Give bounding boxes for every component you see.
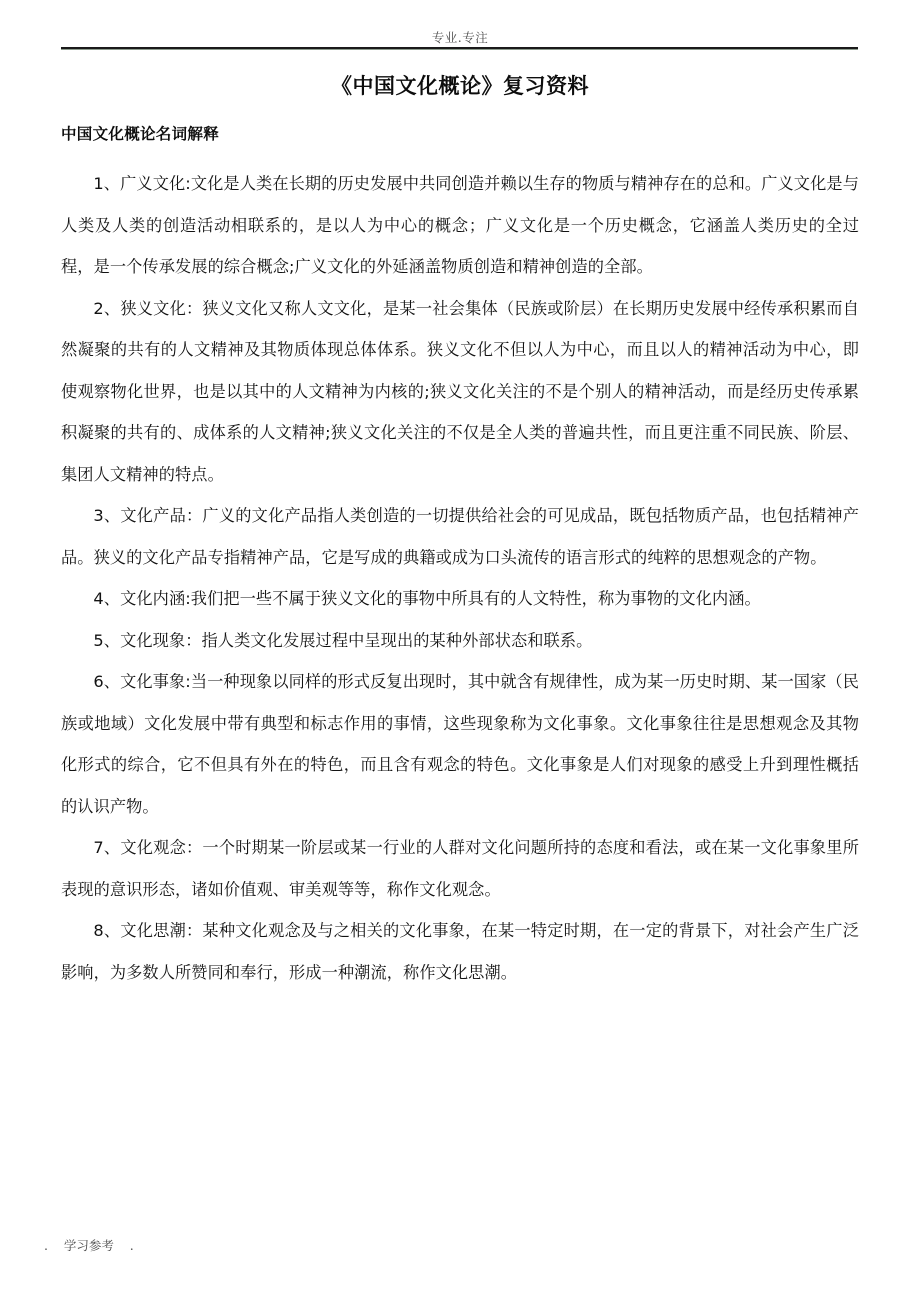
- definition-paragraph: 6、文化事象:当一种现象以同样的形式反复出现时，其中就含有规律性，成为某一历史时期、某一国家（民族或地域）文化发展中带有典型和标志作用的事情，这些现象称为文化事象。文化事象往往是思想观念及其物化形式的综合，它不但具有外在的特色，而且含有观念的特色。文化事象是人们对现象的感受上升到理性概括的认识产物。: [61, 672, 859, 816]
- header-divider-rule: [61, 47, 858, 50]
- definition-paragraph: 8、文化思潮：某种文化观念及与之相关的文化事象，在某一特定时期，在一定的背景下，对社会产生广泛影响，为多数人所赞同和奉行，形成一种潮流，称作文化思潮。: [61, 921, 859, 982]
- definition-paragraph: 7、文化观念：一个时期某一阶层或某一行业的人群对文化问题所持的态度和看法，或在某一文化事象里所表现的意识形态，诸如价值观、审美观等等，称作文化观念。: [61, 838, 859, 899]
- page-header: [0, 30, 920, 56]
- page-footer-text: . 学习参考 .: [44, 1238, 134, 1253]
- definition-paragraph: 5、文化现象：指人类文化发展过程中呈现出的某种外部状态和联系。: [93, 630, 593, 650]
- definition-paragraph: 3、文化产品：广义的文化产品指人类创造的一切提供给社会的可见成品，既包括物质产品，也包括精神产品。狭义的文化产品专指精神产品，它是写成的典籍或成为口头流传的语言形式的纯粹的思想观念的产物。: [61, 506, 859, 567]
- document-body: [61, 163, 859, 993]
- definition-paragraph: 4、文化内涵:我们把一些不属于狭义文化的事物中所具有的人文特性，称为事物的文化内涵。: [93, 589, 761, 608]
- page-title: 《中国文化概论》复习资料: [331, 74, 589, 98]
- section-heading: 中国文化概论名词解释: [61, 125, 220, 143]
- header-watermark-text: 专业.专注: [431, 30, 489, 45]
- definition-paragraph: 2、狭义文化：狭义文化又称人文文化，是某一社会集体（民族或阶层）在长期历史发展中经传承积累而自然凝聚的共有的人文精神及其物质体现总体体系。狭义文化不但以人为中心，而且以人的精神活动为中心，即使观察物化世界，也是以其中的人文精神为内核的;狭义文化关注的不是个别人的精神活动，而是经历史传承累积凝聚的共有的、成体系的人文精神;狭义文化关注的不仅是全人类的普遍共性，而且更注重不同民族、阶层、集团人文精神的特点。: [61, 298, 859, 484]
- definition-paragraph: 1、广义文化:文化是人类在长期的历史发展中共同创造并赖以生存的物质与精神存在的总和。广义文化是与人类及人类的创造活动相联系的，是以人为中心的概念；广义文化是一个历史概念，它涵盖人类历史的全过程，是一个传承发展的综合概念;广义文化的外延涵盖物质创造和精神创造的全部。: [61, 174, 859, 276]
